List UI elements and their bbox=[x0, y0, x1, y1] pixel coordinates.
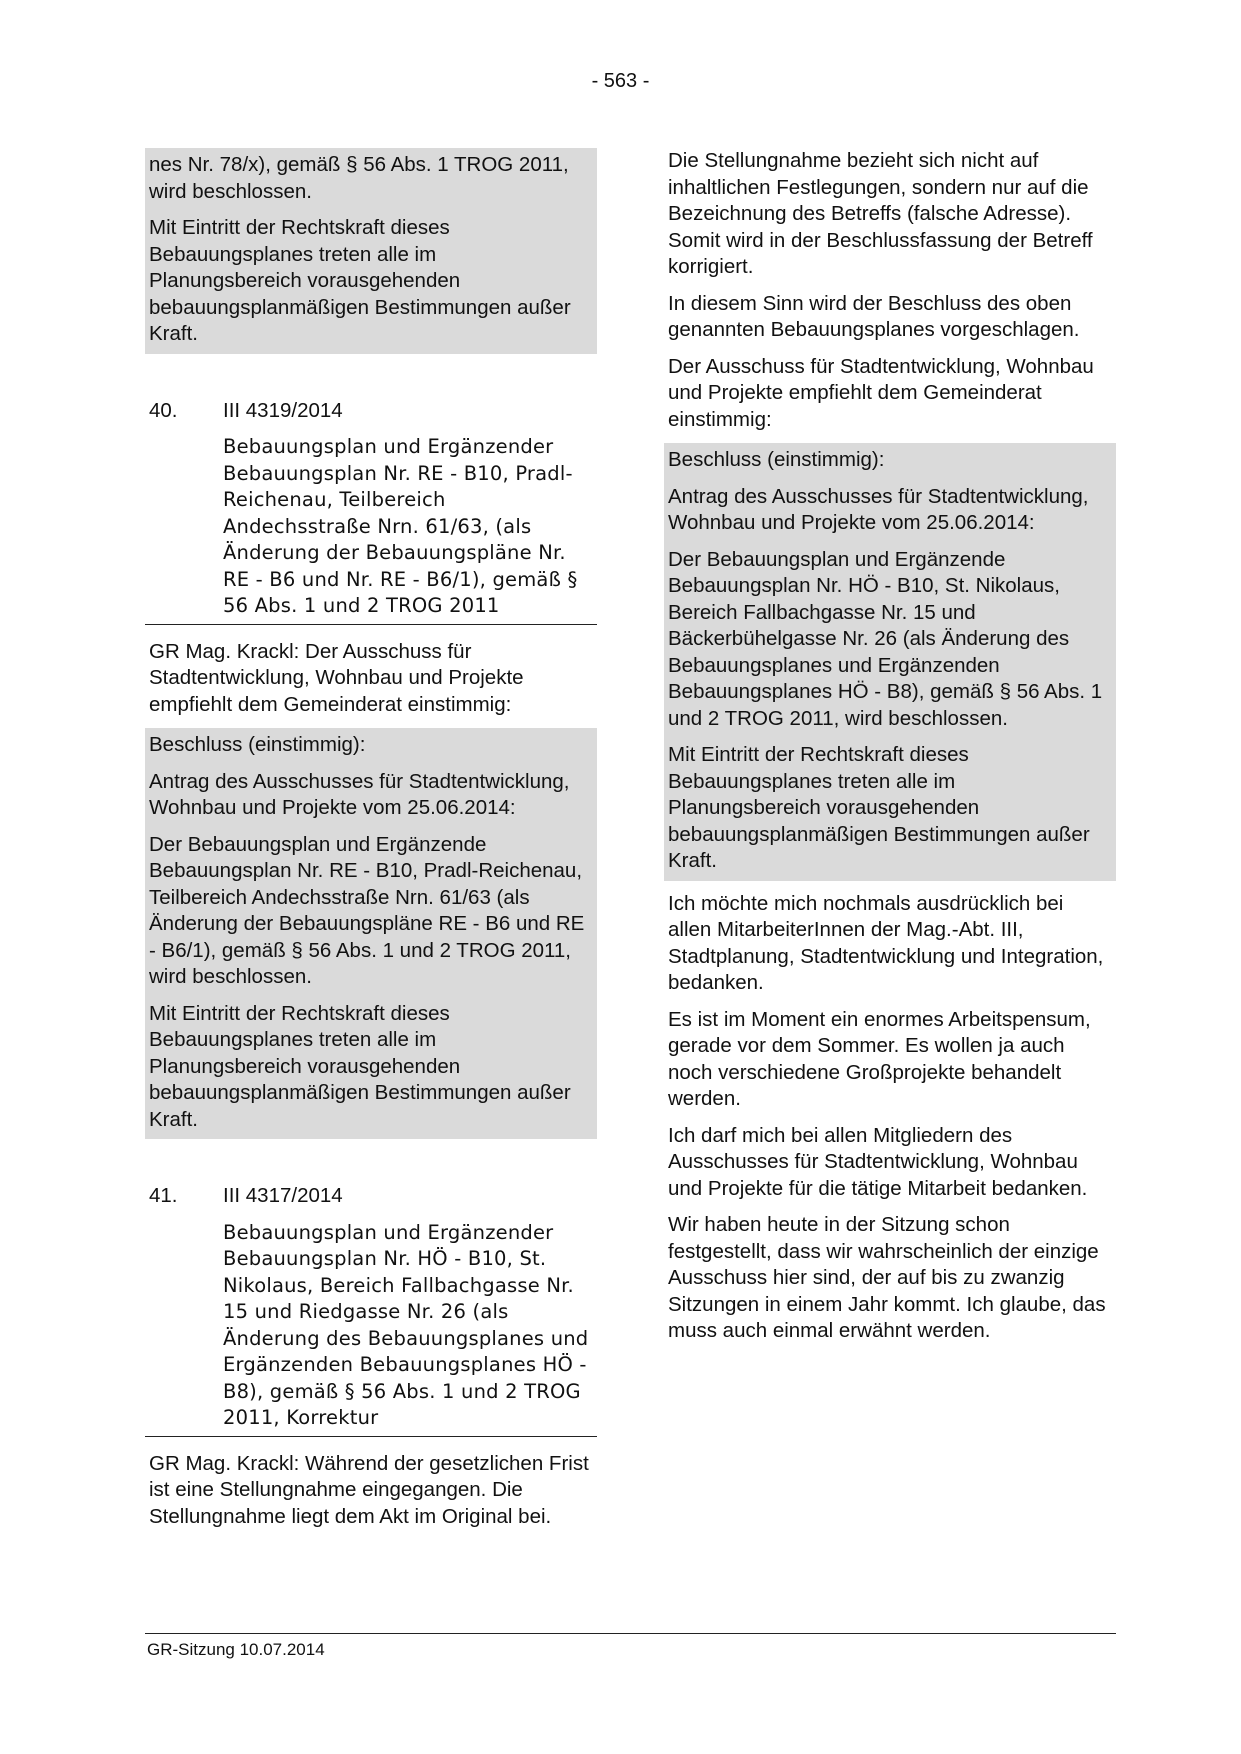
left-column bbox=[145, 148, 597, 1540]
resolution-text: nes Nr. 78/x), gemäß § 56 Abs. 1 TROG 2011, wird beschlossen. bbox=[149, 153, 569, 203]
agenda-item-number: 40. bbox=[149, 398, 178, 422]
divider bbox=[145, 624, 597, 625]
body-paragraph: In diesem Sinn wird der Beschluss des oben genannten Bebauungsplanes vorgeschlagen. bbox=[668, 291, 1080, 341]
resolution-block-39-end bbox=[145, 148, 597, 354]
right-column bbox=[664, 148, 1116, 1355]
speaker-paragraph: GR Mag. Krackl: Der Ausschuss für Stadtentwicklung, Wohnbau und Projekte empfiehlt dem Gemeinderat einstimmig: bbox=[149, 639, 524, 716]
agenda-item-title: Bebauungsplan und Ergänzender Bebauungsplan Nr. HÖ - B10, St. Nikolaus, Bereich Fallbachgasse Nr. 15 und Riedgasse Nr. 26 (als Änderung des Bebauungsplanes und Ergänzenden Bebauungsplanes HÖ - B8), gemäß § 56 Abs. 1 und 2 TROG 2011, Korrektur bbox=[223, 1220, 589, 1429]
divider bbox=[145, 1436, 597, 1437]
body-paragraph: Ich möchte mich nochmals ausdrücklich bei allen MitarbeiterInnen der Mag.-Abt. III, Stadtplanung, Stadtentwicklung und Integration, bedanken. bbox=[668, 891, 1104, 994]
resolution-block-41 bbox=[664, 443, 1116, 881]
resolution-block-40 bbox=[145, 728, 597, 1139]
body-paragraph: Die Stellungnahme bezieht sich nicht auf inhaltlichen Festlegungen, sondern nur auf die Bezeichnung des Betreffs (falsche Adresse). Somit wird in der Beschlussfassung der Betreff korrigiert. bbox=[668, 149, 1093, 278]
resolution-text: Mit Eintritt der Rechtskraft dieses Bebauungsplanes treten alle im Planungsbereich vorausgehenden bebauungsplanmäßigen Bestimmungen außer Kraft. bbox=[149, 216, 571, 345]
resolution-text: Der Bebauungsplan und Ergänzende Bebauungsplan Nr. HÖ - B10, St. Nikolaus, Bereich Fallbachgasse Nr. 15 und Bäckerbühelgasse Nr. 26 (als Änderung des Bebauungsplanes und Ergänzenden Bebauungsplanes HÖ - B8), gemäß § 56 Abs. 1 und 2 TROG 2011, wird beschlossen. bbox=[668, 547, 1103, 730]
resolution-text: Antrag des Ausschusses für Stadtentwicklung, Wohnbau und Projekte vom 25.06.2014: bbox=[668, 484, 1089, 534]
resolution-text: Beschluss (einstimmig): bbox=[668, 448, 885, 471]
agenda-item-title: Bebauungsplan und Ergänzender Bebauungsplan Nr. RE - B10, Pradl-Reichenau, Teilbereich Andechsstraße Nrn. 61/63, (als Änderung der Bebauungspläne Nr. RE - B6 und Nr. RE - B6/1), gemäß § 56 Abs. 1 und 2 TROG 2011 bbox=[223, 435, 578, 617]
body-paragraph: Es ist im Moment ein enormes Arbeitspensum, gerade vor dem Sommer. Es wollen ja auch noch verschiedene Großprojekte behandelt werden. bbox=[668, 1007, 1091, 1110]
agenda-item-reference: III 4319/2014 bbox=[223, 398, 343, 422]
speaker-paragraph: GR Mag. Krackl: Während der gesetzlichen Frist ist eine Stellungnahme eingegangen. Die Stellungnahme liegt dem Akt im Original bei. bbox=[149, 1451, 589, 1528]
body-paragraph: Ich darf mich bei allen Mitgliedern des Ausschusses für Stadtentwicklung, Wohnbau und Projekte für die tätige Mitarbeit bedanken. bbox=[668, 1123, 1088, 1200]
resolution-text: Der Bebauungsplan und Ergänzende Bebauungsplan Nr. RE - B10, Pradl-Reichenau, Teilbereich Andechsstraße Nrn. 61/63 (als Änderung der Bebauungspläne RE - B6 und RE - B6/1), gemäß § 56 Abs. 1 und 2 TROG 2011, wird beschlossen. bbox=[149, 832, 585, 988]
resolution-text: Mit Eintritt der Rechtskraft dieses Bebauungsplanes treten alle im Planungsbereich vorausgehenden bebauungsplanmäßigen Bestimmungen außer Kraft. bbox=[668, 743, 1090, 872]
agenda-item-40 bbox=[145, 398, 597, 1140]
agenda-item-header bbox=[145, 398, 597, 425]
footer-divider bbox=[145, 1633, 1116, 1634]
page-number: - 563 - bbox=[591, 70, 650, 92]
body-paragraph: Wir haben heute in der Sitzung schon festgestellt, dass wir wahrscheinlich der einzige Ausschuss hier sind, der auf bis zu zwanzig Sitzungen in einem Jahr kommt. Ich glaube, das muss auch einmal erwähnt werden. bbox=[668, 1213, 1106, 1342]
agenda-item-41 bbox=[145, 1183, 597, 1530]
resolution-text: Mit Eintritt der Rechtskraft dieses Bebauungsplanes treten alle im Planungsbereich vorausgehenden bebauungsplanmäßigen Bestimmungen außer Kraft. bbox=[149, 1001, 571, 1131]
agenda-item-number: 41. bbox=[149, 1184, 178, 1207]
resolution-text: Beschluss (einstimmig): bbox=[149, 733, 366, 756]
agenda-item-header bbox=[145, 1183, 597, 1210]
body-paragraph: Der Ausschuss für Stadtentwicklung, Wohnbau und Projekte empfiehlt dem Gemeinderat einstimmig: bbox=[668, 354, 1094, 431]
resolution-text: Antrag des Ausschusses für Stadtentwicklung, Wohnbau und Projekte vom 25.06.2014: bbox=[149, 769, 570, 819]
footer-session-date: GR-Sitzung 10.07.2014 bbox=[147, 1640, 325, 1659]
agenda-item-reference: III 4317/2014 bbox=[223, 1184, 343, 1207]
